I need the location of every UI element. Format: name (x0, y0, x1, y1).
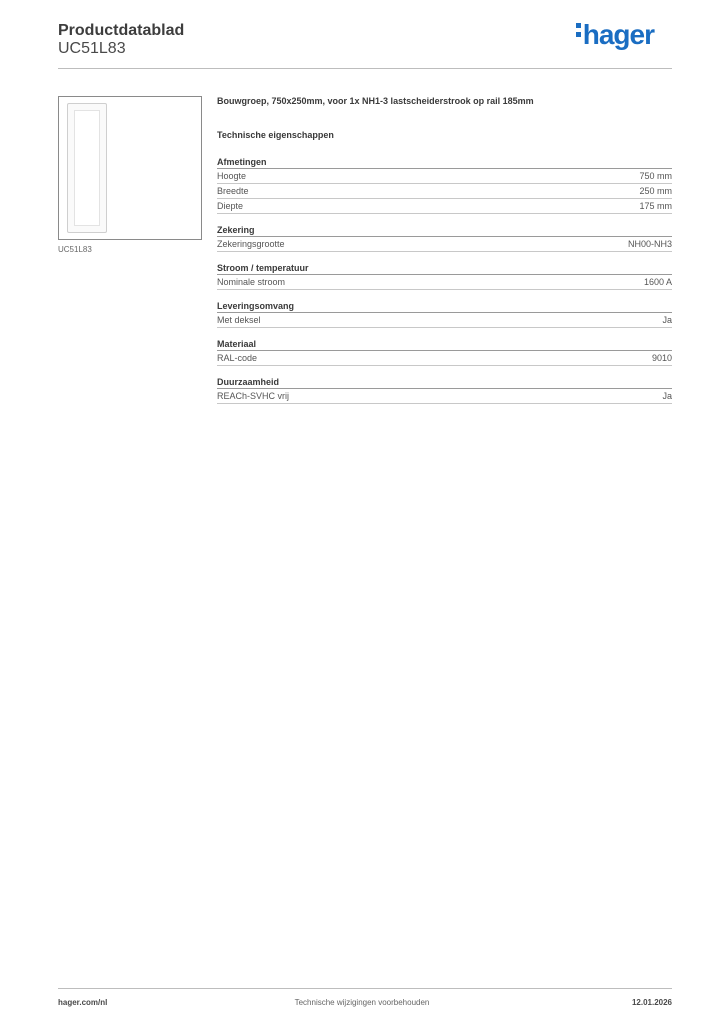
product-code: UC51L83 (58, 40, 126, 57)
spec-section-title: Duurzaamheid (217, 376, 672, 389)
spec-label: RAL-code (217, 353, 258, 363)
spec-label: REACh-SVHC vrij (217, 391, 290, 401)
spec-section (217, 376, 672, 404)
spec-row (217, 169, 672, 184)
product-description: Bouwgroep, 750x250mm, voor 1x NH1-3 lastscheiderstrook op rail 185mm (217, 96, 534, 106)
spec-label: Zekeringsgrootte (217, 239, 285, 249)
spec-section (217, 156, 672, 214)
spec-value: 175 mm (639, 201, 672, 211)
spec-label: Hoogte (217, 171, 247, 181)
spec-value: 750 mm (639, 171, 672, 181)
spec-section (217, 300, 672, 328)
spec-value: Ja (662, 391, 672, 401)
product-image (58, 96, 202, 240)
spec-value: 9010 (651, 353, 672, 363)
spec-section (217, 224, 672, 252)
spec-section-title: Materiaal (217, 338, 672, 351)
spec-sections (217, 156, 672, 414)
spec-value: Ja (662, 315, 672, 325)
footer-disclaimer: Technische wijzigingen voorbehouden (294, 998, 430, 1007)
page-header (58, 20, 672, 68)
spec-row (217, 237, 672, 252)
spec-row (217, 351, 672, 366)
spec-value: 1600 A (643, 277, 672, 287)
logo-text: hager (582, 19, 654, 50)
footer-website: hager.com/nl (58, 998, 108, 1007)
enclosure-panel-inner (74, 110, 100, 226)
enclosure-panel-image (67, 103, 107, 233)
spec-section (217, 338, 672, 366)
header-divider (58, 68, 672, 69)
logo-dots-icon (576, 19, 581, 41)
footer-divider (58, 988, 672, 989)
footer-date: 12.01.2026 (631, 998, 672, 1007)
spec-section-title: Stroom / temperatuur (217, 262, 672, 275)
page-title: Productdatablad (58, 22, 185, 39)
spec-section-title: Afmetingen (217, 156, 672, 169)
spec-label: Nominale stroom (217, 277, 286, 287)
spec-section (217, 262, 672, 290)
spec-value: NH00-NH3 (627, 239, 672, 249)
spec-row (217, 199, 672, 214)
spec-row (217, 313, 672, 328)
hager-logo (576, 20, 654, 50)
spec-row (217, 275, 672, 290)
spec-row (217, 184, 672, 199)
spec-label: Met deksel (217, 315, 261, 325)
spec-label: Breedte (217, 186, 249, 196)
technical-heading: Technische eigenschappen (217, 130, 334, 140)
spec-row (217, 389, 672, 404)
spec-section-title: Zekering (217, 224, 672, 237)
spec-value: 250 mm (639, 186, 672, 196)
spec-section-title: Leveringsomvang (217, 300, 672, 313)
product-image-caption: UC51L83 (58, 245, 92, 254)
spec-label: Diepte (217, 201, 244, 211)
